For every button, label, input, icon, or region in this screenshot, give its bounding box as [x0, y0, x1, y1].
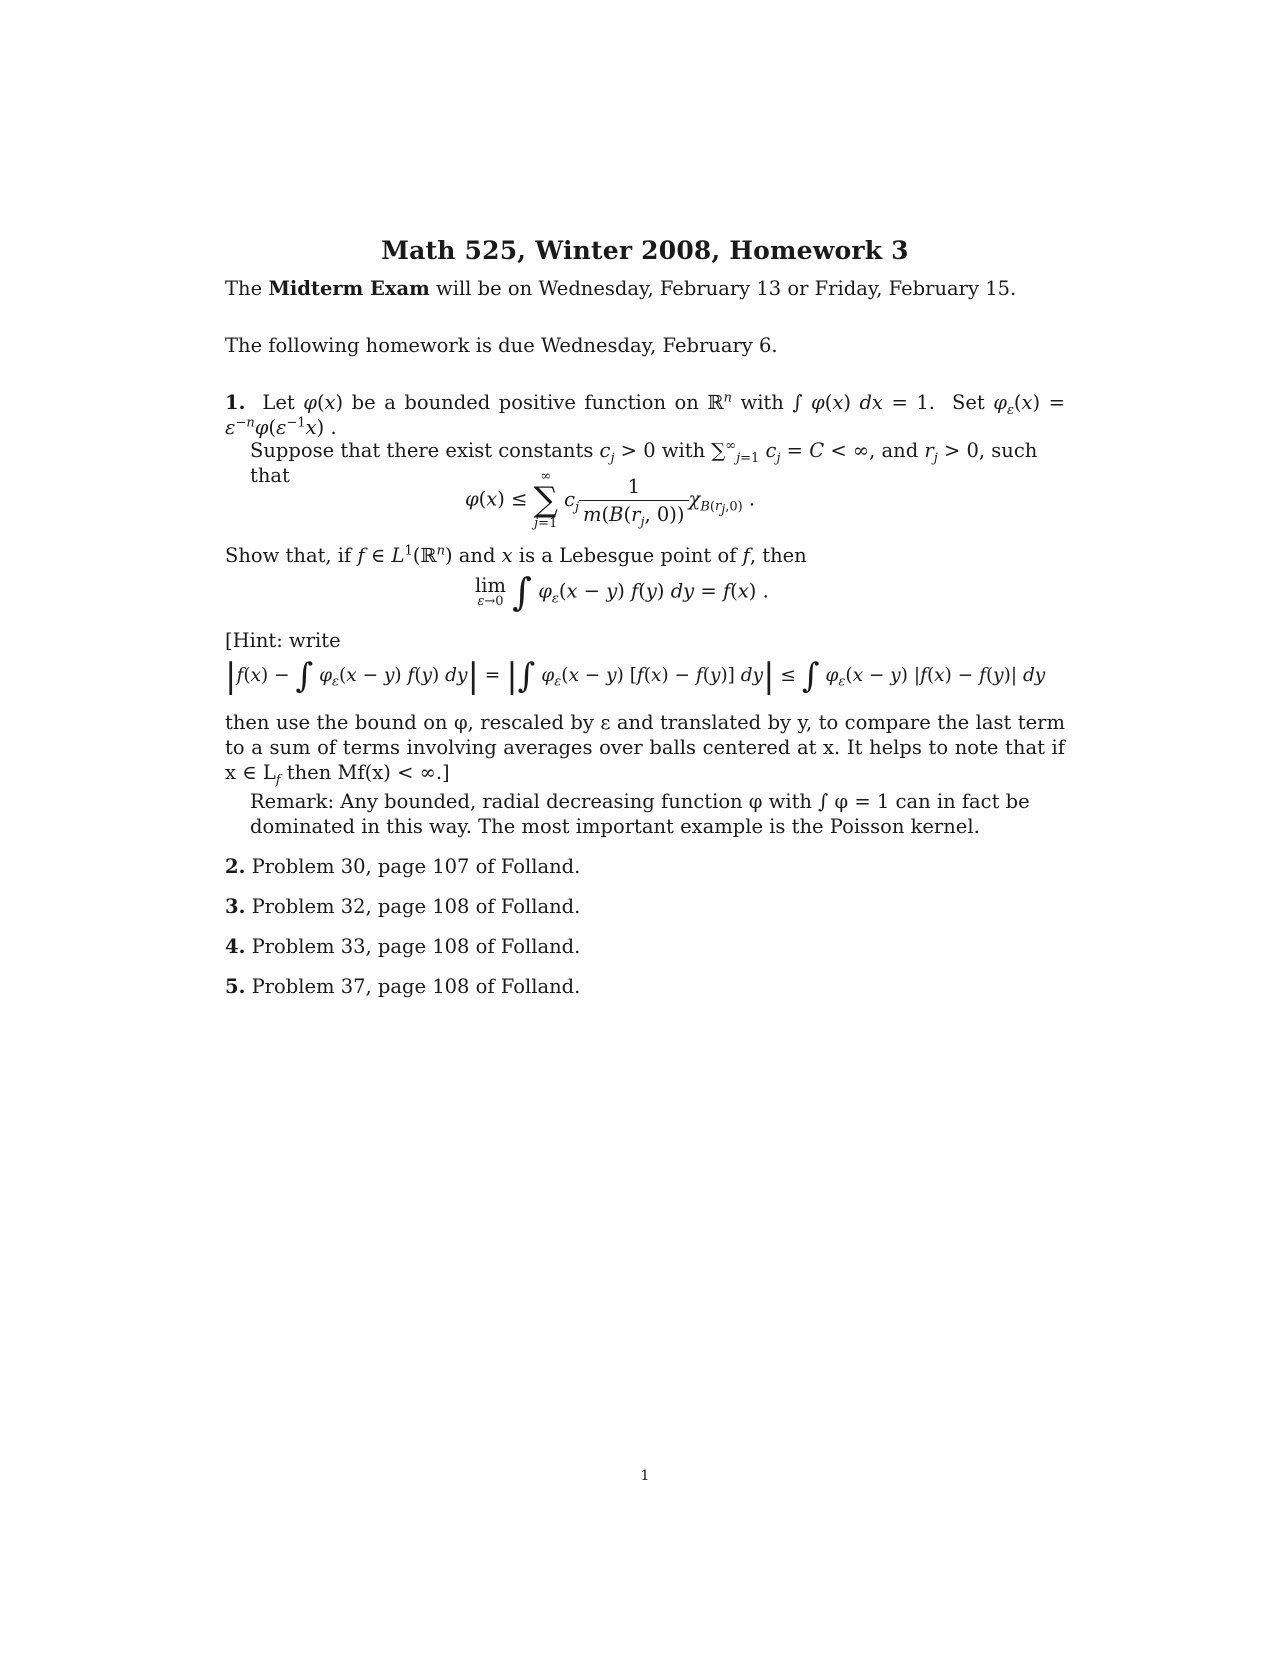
page-number: 1: [640, 1468, 650, 1484]
problem-5: 5. Problem 37, page 108 of Folland.: [225, 975, 581, 998]
hint-open: [Hint: write: [225, 629, 341, 652]
hint-tail: then use the bound on φ, rescaled by ε and translated by y, to compare the last term to a sum of terms involving averages over balls centered at x. It helps to note that if x ∈ $L_f$ then Mf(x) < ∞.]: [225, 711, 1065, 788]
page-title: Math 525, Winter 2008, Homework 3: [381, 236, 909, 265]
due-notice: The following homework is due Wednesday, February 6.: [225, 334, 778, 357]
problem-1-suppose: Suppose that there exist constants $c_j > 0$ with $\sum^\infty_{j=1}$ $c_j = C$ < ∞, and $r_j > 0$, such that: [250, 438, 1038, 487]
problem-3: 3. Problem 32, page 108 of Folland.: [225, 895, 581, 918]
equation-phi-bound: φ(x) ≤ ∞ ∑ j=1 $c_j$ $\frac{1}{m(B(r_j, 0))}$ $\chi_{B(r_j,0)}$ .: [465, 469, 756, 531]
midterm-notice: The Midterm Exam will be on Wednesday, February 13 or Friday, February 15.: [225, 277, 1017, 300]
midterm-bold: Midterm Exam: [268, 277, 430, 300]
problem-4: 4. Problem 33, page 108 of Folland.: [225, 935, 581, 958]
equation-hint: |f(x) − ∫ $\varphi_\varepsilon(x - y)$ f(y) dy| = |∫ $\varphi_\varepsilon(x - y) [f(x) - f(y)] dy|$ ≤ ∫ $\varphi_\varepsilon(x - y) |f(x) - f(y)|$ dy: [225, 656, 1046, 696]
document-page: [225, 0, 1065, 1656]
remark: Remark: Any bounded, radial decreasing function φ with ∫ φ = 1 can in fact be dominated in this way. The most important example is the Poisson kernel.: [250, 790, 1030, 838]
equation-limit: lim ε→0 ∫ $\varphi_\varepsilon(x - y)$ f(y) dy = f(x) .: [475, 570, 769, 614]
problem-2: 2. Problem 30, page 107 of Folland.: [225, 855, 581, 878]
problem-1-show: Show that, if f ∈ $L^1(ℝ^n)$ and x is a Lebesgue point of f, then: [225, 543, 807, 567]
problem-1-statement: 1. Let φ(x) be a bounded positive function on ℝ$^n$ with ∫ φ(x) dx = 1. Set $\varphi_\varepsilon(x) = \varepsilon^{-n}\varphi(\varepsilon^{-1}x)$ .: [225, 390, 1066, 439]
problem-1-number: 1.: [225, 391, 246, 414]
